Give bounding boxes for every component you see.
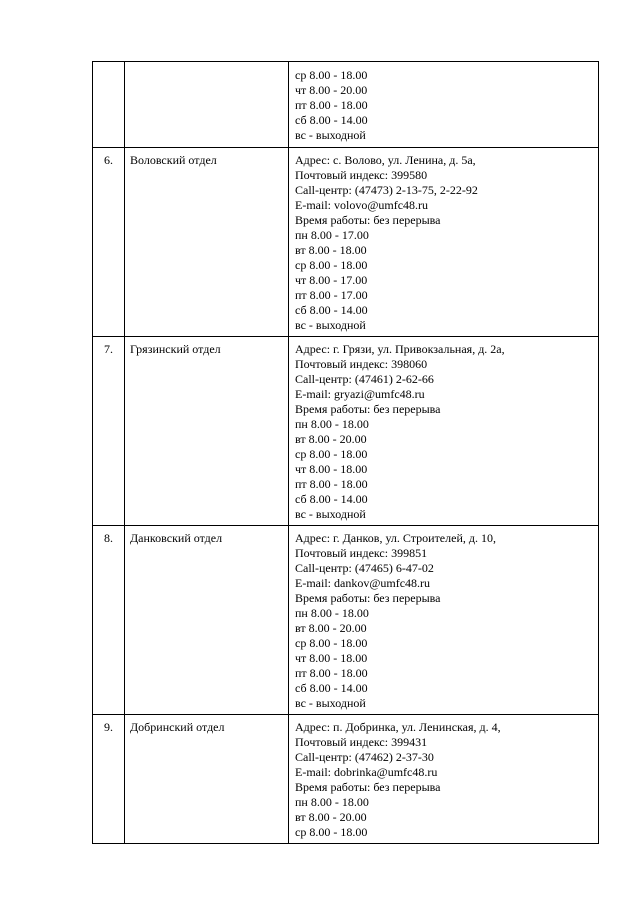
- office-name: [125, 62, 289, 148]
- row-number: 9.: [93, 715, 125, 844]
- offices-table: [92, 61, 599, 844]
- row-number: 7.: [93, 337, 125, 526]
- table-row: [93, 62, 599, 148]
- office-info: [289, 526, 599, 715]
- address-line: Адрес: п. Добринка, ул. Ленинская, д. 4,: [295, 720, 501, 734]
- email-line: E-mail: dankov@umfc48.ru: [295, 576, 431, 590]
- hours-line: вт 8.00 - 20.00: [295, 810, 367, 824]
- table-row: [93, 715, 599, 844]
- hours-heading: Время работы: без перерыва: [295, 213, 441, 227]
- hours-line: пт 8.00 - 18.00: [295, 666, 368, 680]
- postal-code-line: Почтовый индекс: 399431: [295, 735, 428, 749]
- hours-line: чт 8.00 - 18.00: [295, 651, 368, 665]
- office-name: Воловский отдел: [125, 148, 289, 337]
- hours-line: вс - выходной: [295, 507, 366, 521]
- hours-line: вс - выходной: [295, 696, 366, 710]
- hours-line: пт 8.00 - 17.00: [295, 288, 368, 302]
- hours-line: ср 8.00 - 18.00: [295, 258, 368, 272]
- hours-line: пт 8.00 - 18.00: [295, 477, 368, 491]
- postal-code-line: Почтовый индекс: 398060: [295, 357, 428, 371]
- hours-line: пн 8.00 - 18.00: [295, 417, 369, 431]
- office-name: Грязинский отдел: [125, 337, 289, 526]
- hours-line: чт 8.00 - 17.00: [295, 273, 368, 287]
- hours-line: чт 8.00 - 18.00: [295, 462, 368, 476]
- info-line: пт 8.00 - 18.00: [295, 98, 368, 112]
- address-line: Адрес: г. Грязи, ул. Привокзальная, д. 2а,: [295, 342, 505, 356]
- hours-line: пн 8.00 - 18.00: [295, 606, 369, 620]
- hours-line: сб 8.00 - 14.00: [295, 681, 368, 695]
- office-info: [289, 148, 599, 337]
- hours-line: ср 8.00 - 18.00: [295, 636, 368, 650]
- hours-line: пн 8.00 - 18.00: [295, 795, 369, 809]
- info-line: ср 8.00 - 18.00: [295, 68, 368, 82]
- call-center-line: Call-центр: (47461) 2-62-66: [295, 372, 434, 386]
- call-center-line: Call-центр: (47473) 2-13-75, 2-22-92: [295, 183, 478, 197]
- call-center-line: Call-центр: (47462) 2-37-30: [295, 750, 434, 764]
- hours-heading: Время работы: без перерыва: [295, 780, 441, 794]
- email-line: E-mail: gryazi@umfc48.ru: [295, 387, 425, 401]
- hours-line: вт 8.00 - 18.00: [295, 243, 367, 257]
- email-line: E-mail: dobrinka@umfc48.ru: [295, 765, 438, 779]
- office-info: [289, 62, 599, 148]
- office-info: [289, 715, 599, 844]
- office-name: Добринский отдел: [125, 715, 289, 844]
- table-row: [93, 526, 599, 715]
- hours-line: ср 8.00 - 18.00: [295, 447, 368, 461]
- hours-line: ср 8.00 - 18.00: [295, 825, 368, 839]
- postal-code-line: Почтовый индекс: 399580: [295, 168, 428, 182]
- office-name: Данковский отдел: [125, 526, 289, 715]
- hours-line: пн 8.00 - 17.00: [295, 228, 369, 242]
- hours-line: сб 8.00 - 14.00: [295, 492, 368, 506]
- table-row: [93, 337, 599, 526]
- row-number: 8.: [93, 526, 125, 715]
- hours-heading: Время работы: без перерыва: [295, 591, 441, 605]
- hours-line: сб 8.00 - 14.00: [295, 303, 368, 317]
- info-line: сб 8.00 - 14.00: [295, 113, 368, 127]
- call-center-line: Call-центр: (47465) 6-47-02: [295, 561, 434, 575]
- hours-line: вс - выходной: [295, 318, 366, 332]
- address-line: Адрес: г. Данков, ул. Строителей, д. 10,: [295, 531, 496, 545]
- hours-heading: Время работы: без перерыва: [295, 402, 441, 416]
- table-row: [93, 148, 599, 337]
- row-number: 6.: [93, 148, 125, 337]
- email-line: E-mail: volovo@umfc48.ru: [295, 198, 429, 212]
- info-line: чт 8.00 - 20.00: [295, 83, 368, 97]
- address-line: Адрес: с. Волово, ул. Ленина, д. 5а,: [295, 153, 476, 167]
- hours-line: вт 8.00 - 20.00: [295, 432, 367, 446]
- hours-line: вт 8.00 - 20.00: [295, 621, 367, 635]
- row-number: [93, 62, 125, 148]
- office-info: [289, 337, 599, 526]
- postal-code-line: Почтовый индекс: 399851: [295, 546, 428, 560]
- info-line: вс - выходной: [295, 128, 366, 142]
